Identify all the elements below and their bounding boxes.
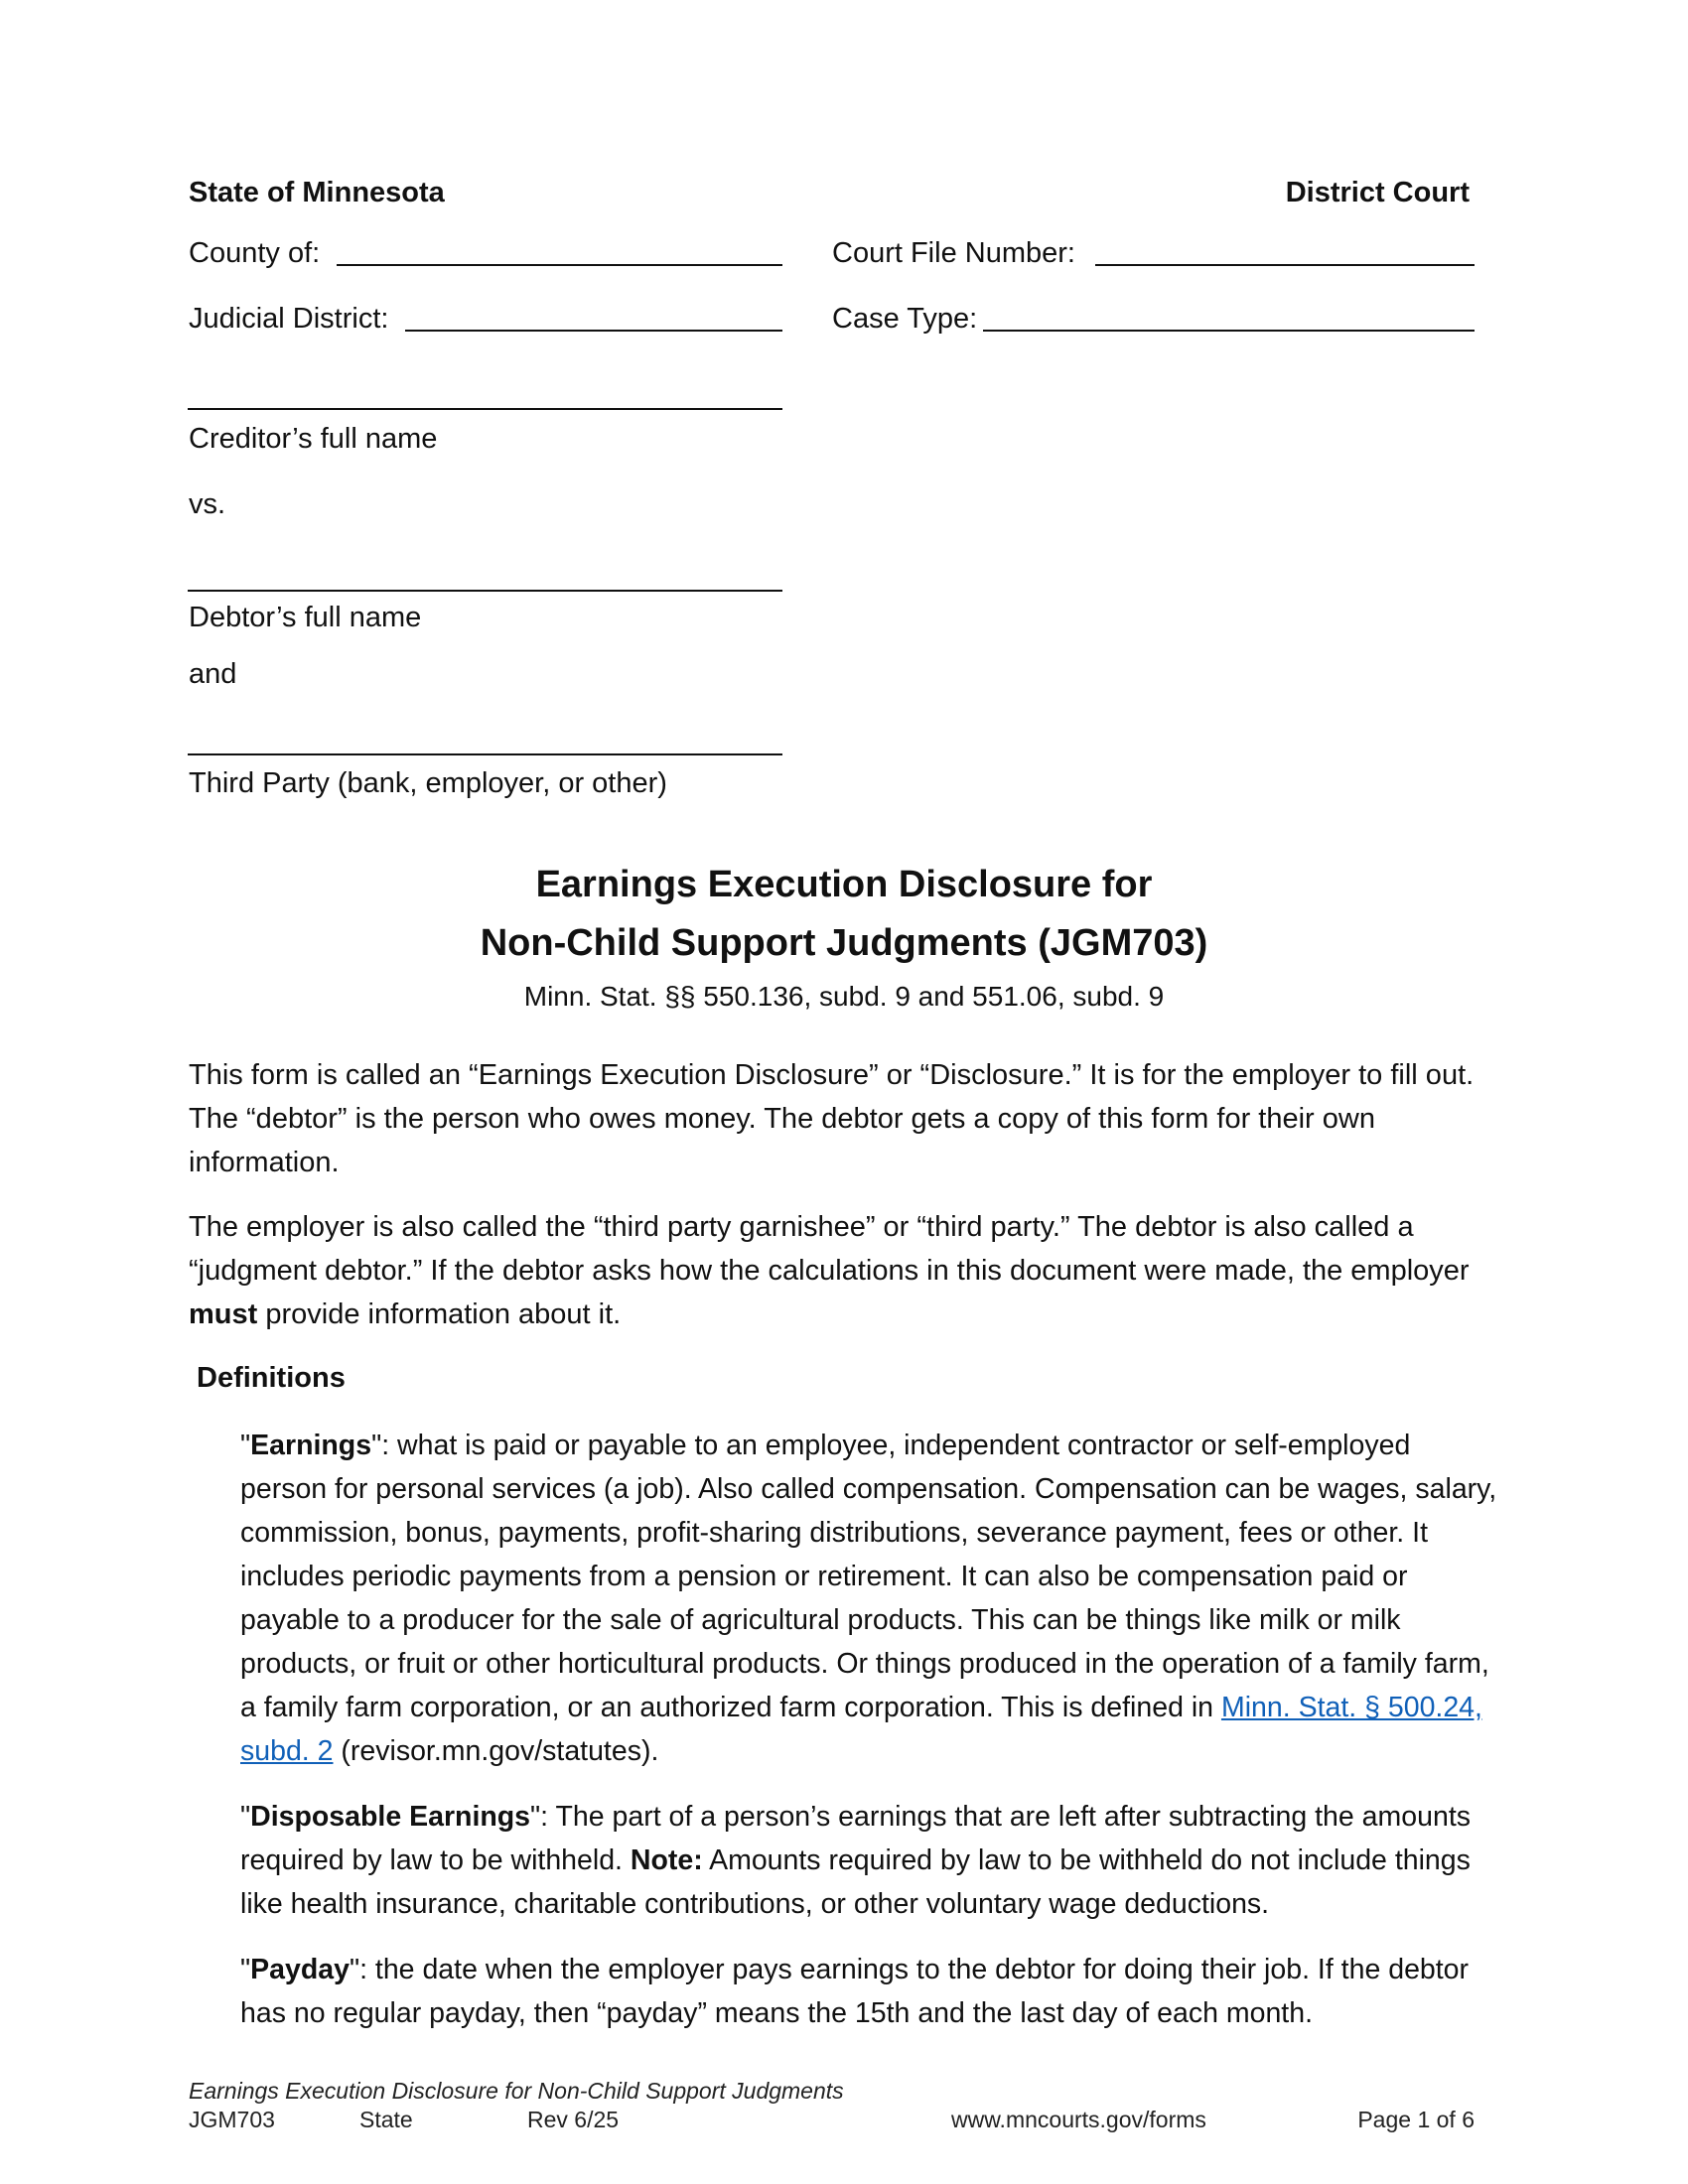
disposable-text: ": The part of a person’s earnings that are left after subtracting the amounts required by law to be withheld. <box>240 1801 1471 1876</box>
footer-jurisdiction: State <box>359 2107 413 2132</box>
case-type-field[interactable] <box>983 330 1475 332</box>
intro-paragraph-2-text-end: provide information about it. <box>257 1298 622 1330</box>
debtor-label: Debtor’s full name <box>189 602 422 633</box>
footer-page-number: Page 1 of 6 <box>1357 2107 1475 2132</box>
definition-earnings <box>240 1424 1503 1773</box>
form-title-line-2: Non-Child Support Judgments (JGM703) <box>480 922 1208 964</box>
judicial-district-label: Judicial District: <box>189 303 389 335</box>
disposable-text-end: Amounts required by law to be withheld do not include things like health insurance, charitable contributions, or other voluntary wage deductions. <box>240 1844 1471 1920</box>
disposable-term: Disposable Earnings <box>250 1801 531 1833</box>
definition-disposable-earnings <box>240 1795 1503 1926</box>
footer-revision: Rev 6/25 <box>527 2107 620 2132</box>
footer-form-title: Earnings Execution Disclosure for Non-Child Support Judgments <box>189 2078 844 2104</box>
earnings-term: Earnings <box>250 1430 372 1461</box>
judicial-district-field[interactable] <box>405 330 782 332</box>
court-label: District Court <box>1285 177 1470 208</box>
third-party-label: Third Party (bank, employer, or other) <box>189 767 667 799</box>
disposable-note: Note: <box>630 1844 703 1876</box>
county-label: County of: <box>189 237 321 269</box>
form-title-line-1: Earnings Execution Disclosure for <box>535 864 1153 905</box>
disposable-quote: " <box>240 1801 251 1833</box>
intro-paragraph-2-text: The employer is also called the “third party garnishee” or “third party.” The debtor is also called a “judgment debtor.” If the debtor asks how the calculations in this document were made, the employer <box>189 1211 1470 1287</box>
third-party-name-field[interactable] <box>188 753 782 755</box>
earnings-quote: " <box>240 1430 251 1461</box>
court-file-number-field[interactable] <box>1095 264 1475 266</box>
intro-paragraph-1: This form is called an “Earnings Execution Disclosure” or “Disclosure.” It is for the employer to fill out. The “debtor” is the person who owes money. The debtor gets a copy of this form for their own information. <box>189 1059 1475 1178</box>
statute-citation: Minn. Stat. §§ 550.136, subd. 9 and 551.06, subd. 9 <box>523 981 1165 1012</box>
statute-link[interactable]: Minn. Stat. § 500.24, subd. 2 <box>240 1692 1482 1767</box>
intro-paragraph-2 <box>189 1205 1499 1336</box>
county-field[interactable] <box>337 264 782 266</box>
debtor-name-field[interactable] <box>188 590 782 592</box>
payday-text: ": the date when the employer pays earnings to the debtor for doing their job. If the debtor has no regular payday, then “payday” means the 15th and the last day of each month. <box>240 1954 1470 2029</box>
vs-label: vs. <box>189 488 226 520</box>
creditor-name-field[interactable] <box>188 408 782 410</box>
state-label: State of Minnesota <box>189 177 445 208</box>
payday-quote: " <box>240 1954 251 1985</box>
earnings-text-end: (revisor.mn.gov/statutes). <box>333 1735 659 1767</box>
and-label: and <box>189 658 237 690</box>
footer-form-code: JGM703 <box>189 2107 275 2132</box>
creditor-label: Creditor’s full name <box>189 423 438 455</box>
definition-payday <box>240 1948 1503 2035</box>
earnings-text: ": what is paid or payable to an employee, independent contractor or self-employed person for personal services (a job). Also called compensation. Compensation can be wages, salary, commission, bonus, payments, profit-sharing distributions, severance payment, fees or other. It includes periodic payments from a pension or retirement. It can also be compensation paid or payable to a producer for the sale of agricultural products. This can be things like milk or milk products, or fruit or other horticultural products. Or things produced in the operation of a family farm, a family farm corporation, or an authorized farm corporation. This is defined in <box>240 1430 1497 1723</box>
intro-paragraph-2-emphasis: must <box>189 1298 258 1330</box>
payday-term: Payday <box>250 1954 350 1985</box>
court-file-number-label: Court File Number: <box>832 237 1075 269</box>
definitions-heading: Definitions <box>197 1362 346 1394</box>
footer-website[interactable]: www.mncourts.gov/forms <box>951 2107 1206 2132</box>
case-type-label: Case Type: <box>832 303 978 335</box>
